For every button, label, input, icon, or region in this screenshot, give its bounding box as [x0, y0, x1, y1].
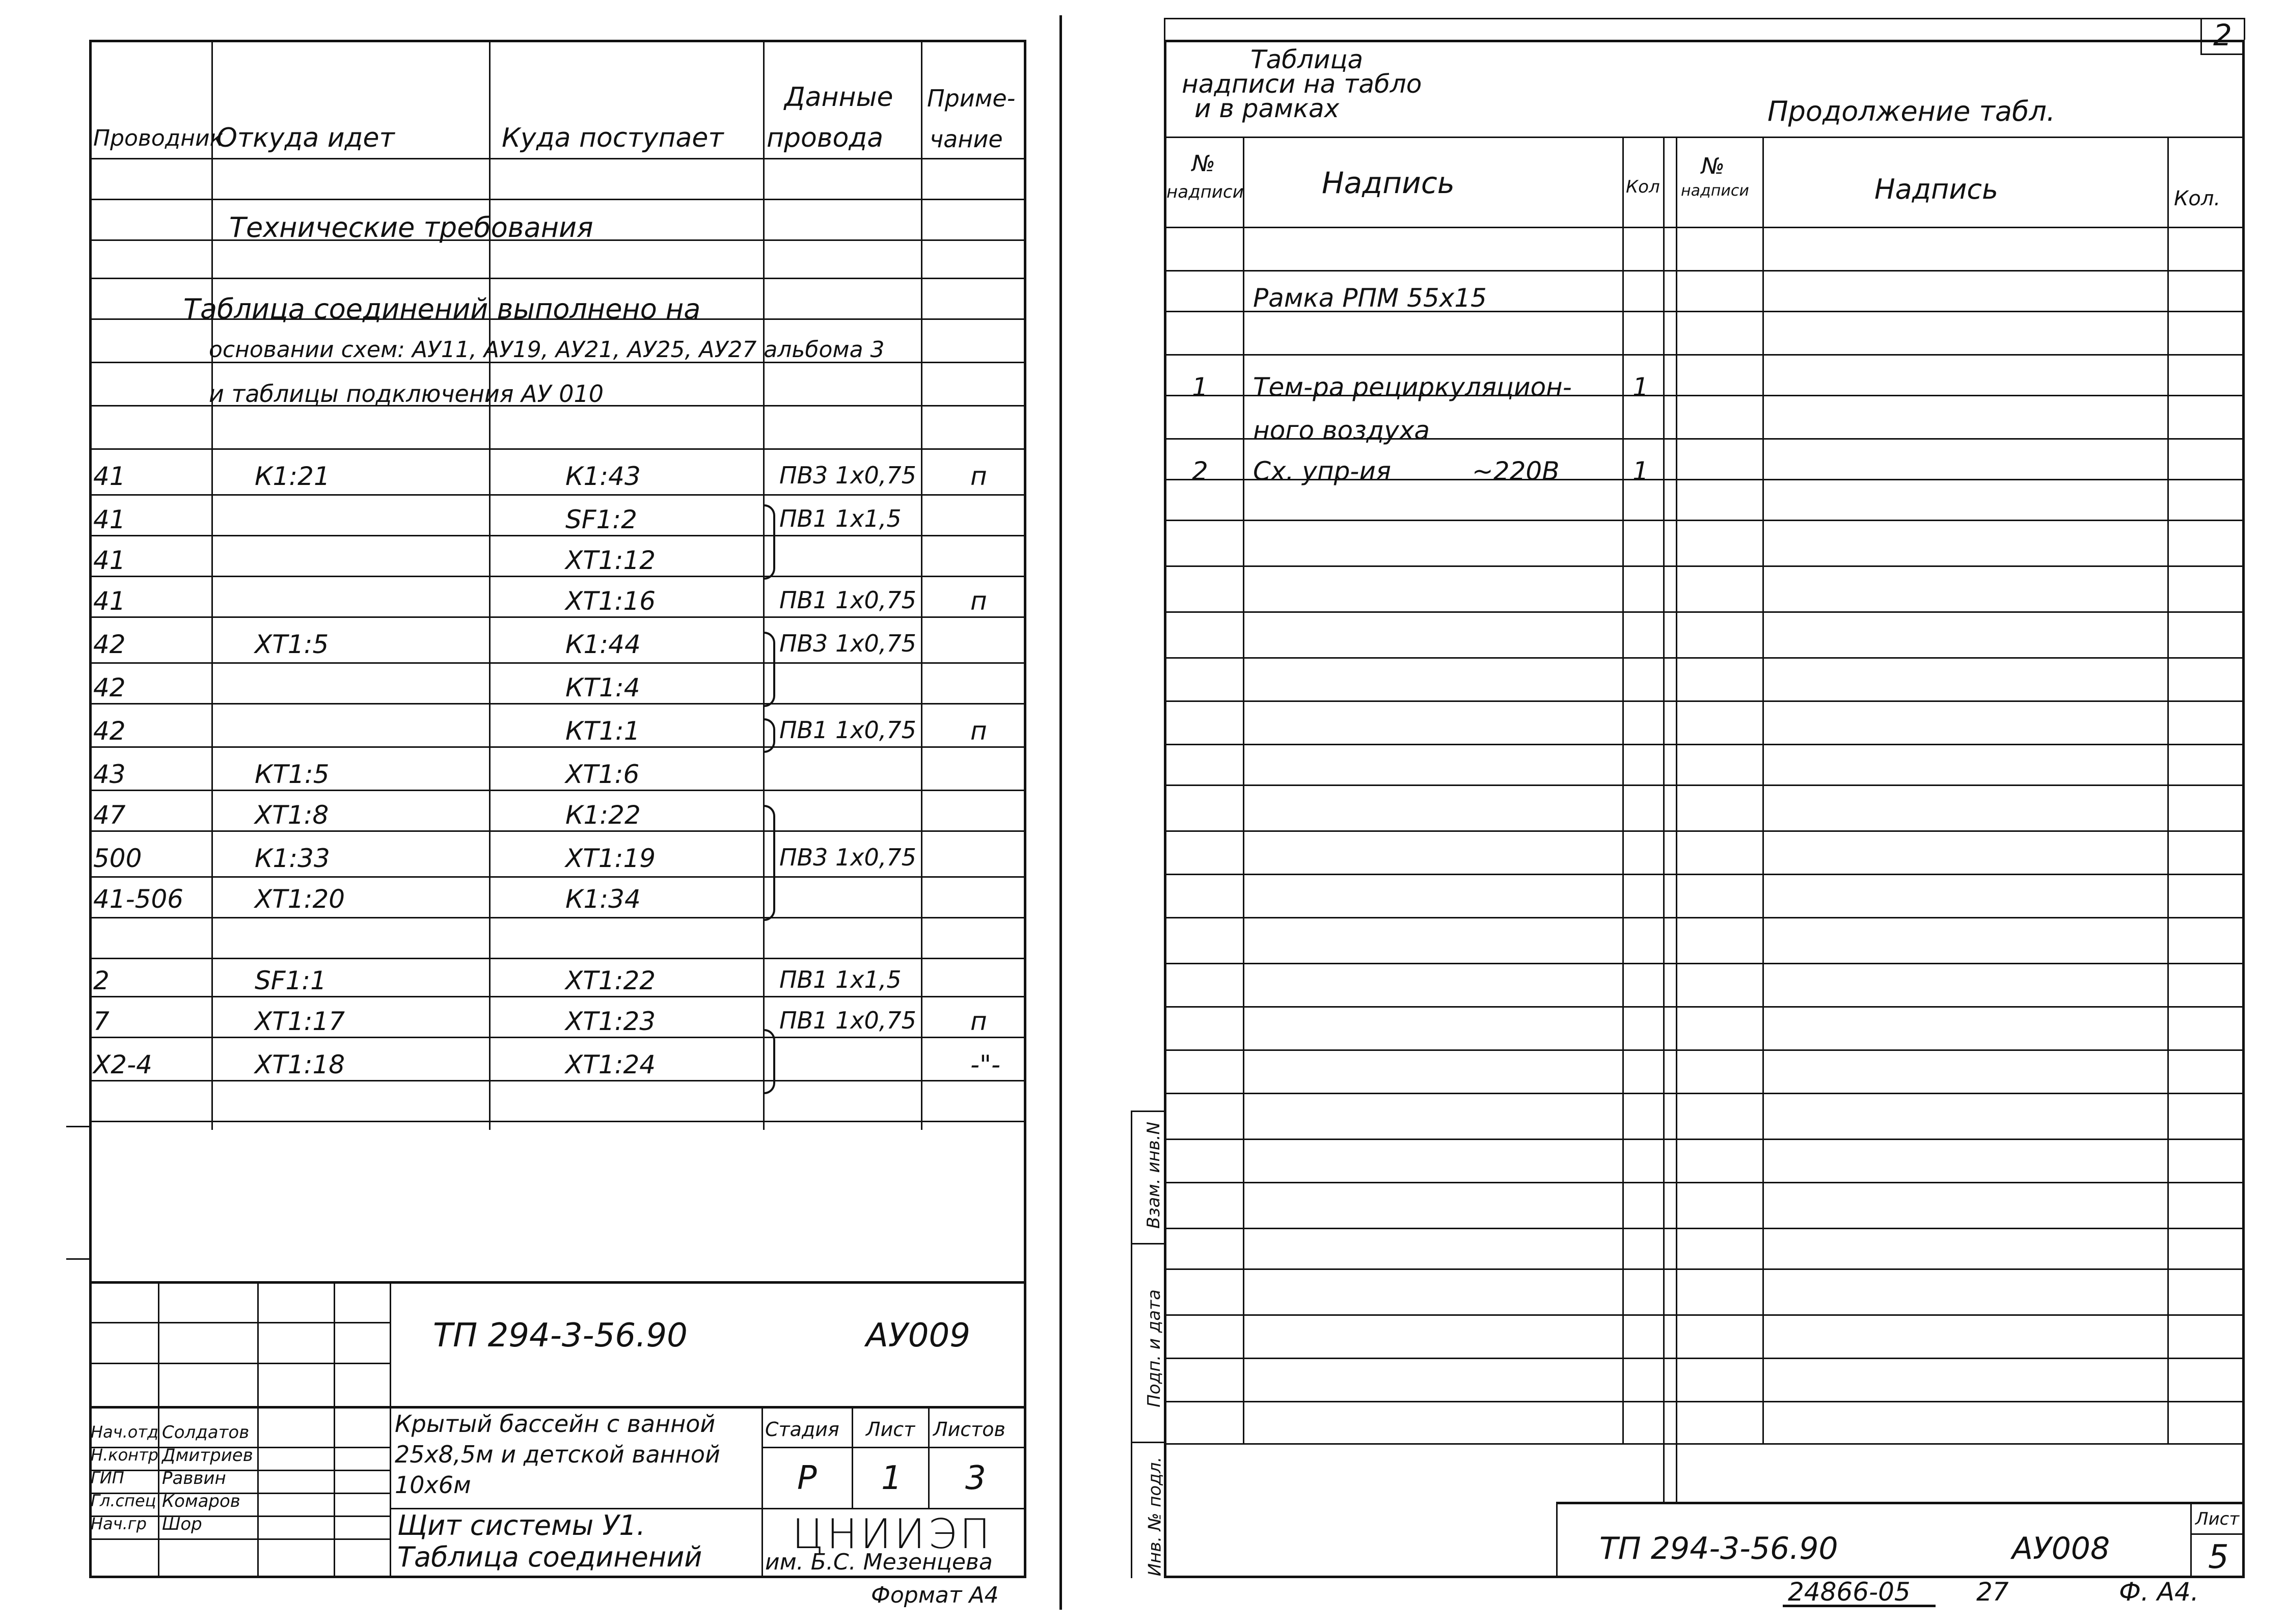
cell-to: К1:44 [565, 630, 641, 659]
stamp-title-2: Таблица соединений [397, 1541, 702, 1573]
side-label-3: Инв. № подл. [1145, 1456, 1165, 1577]
cell-from: К1:21 [255, 462, 330, 491]
stamp-name: Комаров [162, 1491, 240, 1511]
right-hdr-qty-2: Кол. [2174, 187, 2221, 210]
stamp-sheets: 3 [965, 1459, 986, 1497]
note-line-3: и таблицы подключения АУ 010 [209, 380, 604, 408]
cell-note: п [970, 1007, 987, 1036]
right-hdr-num: № [1192, 151, 1215, 177]
cell-wire: Х2-4 [93, 1050, 152, 1079]
left-stamp-code: ТП 294-3-56.90 [433, 1317, 688, 1355]
note-line-2: основании схем: АУ11, АУ19, АУ21, АУ25, АУ27 альбома 3 [209, 337, 885, 363]
header-from: Откуда идет [216, 123, 395, 153]
cell-from: XT1:18 [255, 1050, 345, 1079]
cell-inscription: Тем-ра рециркуляцион- [1253, 372, 1572, 402]
row-line [1164, 354, 2245, 356]
right-hdr-num-sub: надписи [1166, 182, 1244, 202]
row-line [1164, 1139, 2245, 1140]
page-divider [1059, 15, 1062, 1610]
stamp-name: Солдатов [162, 1422, 250, 1443]
cell-data: ПВ1 1х0,75 [779, 586, 916, 614]
cell-wire: 41 [93, 586, 126, 616]
cell-to: XT1:16 [565, 586, 656, 616]
cell-wire: 47 [93, 800, 126, 830]
row-line [1164, 700, 2245, 702]
cell-inscription: ного воздуха [1253, 416, 1430, 445]
right-stamp-doc: АУ008 [2012, 1531, 2110, 1566]
row-line [89, 746, 1026, 748]
stamp-role: Гл.спец [91, 1491, 156, 1510]
left-stamp-doc: АУ009 [866, 1317, 970, 1355]
brace-2 [764, 632, 775, 707]
row-line [1164, 917, 2245, 918]
stamp-sheets-label: Листов [933, 1418, 1005, 1441]
row-line [1164, 611, 2245, 613]
stamp-role: ГИП [91, 1468, 124, 1487]
cell-from: XT1:17 [255, 1007, 345, 1036]
row-line [89, 1037, 1026, 1038]
row-line [1164, 520, 2245, 521]
row-line [1164, 1443, 2245, 1445]
row-line [89, 1080, 1026, 1081]
stamp-name: Дмитриев [162, 1445, 253, 1466]
cell-wire: 41-506 [93, 884, 184, 914]
note-tech-req: Технические требования [229, 211, 593, 243]
stamp-sheet-label: Лист [866, 1418, 915, 1441]
cell-from: XT1:8 [255, 800, 329, 830]
row-line [89, 790, 1026, 791]
stamp-role: Н.контр [91, 1445, 159, 1465]
right-hdr-qty: Кол [1626, 177, 1660, 197]
cell-from: SF1:1 [255, 966, 326, 995]
row-line [1164, 1182, 2245, 1183]
cell-note: п [970, 462, 987, 491]
cell-data: ПВ1 1х0,75 [779, 1007, 916, 1034]
row-line [1164, 963, 2245, 964]
row-line [89, 703, 1026, 705]
cell-to: КТ1:1 [565, 716, 640, 746]
brace-4 [764, 805, 775, 921]
cell-wire: 42 [93, 630, 126, 659]
row-line [89, 535, 1026, 536]
stamp-object-2: 25х8,5м и детской ванной [395, 1441, 720, 1468]
stamp-sheet: 1 [881, 1459, 902, 1497]
row-line [89, 1121, 1026, 1122]
row-line [1164, 1268, 2245, 1270]
row-line [89, 876, 1026, 878]
cell-wire: 43 [93, 760, 126, 789]
row-line [1164, 830, 2245, 832]
stamp-role: Нач.гр [91, 1514, 147, 1533]
cell-wire: 41 [93, 462, 126, 491]
row-line [1164, 1049, 2245, 1051]
row-line [89, 958, 1026, 959]
right-stamp-sheet-label: Лист [2195, 1509, 2240, 1529]
cell-wire: 42 [93, 673, 126, 702]
cell-to: XT1:6 [565, 760, 640, 789]
row-line [89, 199, 1026, 200]
footer-archive: 24866-05 [1788, 1577, 1911, 1607]
stamp-org: ЦНИИЭП [792, 1510, 994, 1558]
row-line [1164, 784, 2245, 786]
row-line [1164, 1401, 2245, 1402]
row-line [1164, 1006, 2245, 1008]
stamp-stage-label: Стадия [765, 1418, 839, 1441]
cell-inscription: Рамка РПМ 55х15 [1253, 283, 1487, 313]
cell-to: SF1:2 [565, 505, 637, 534]
right-stamp-code: ТП 294-3-56.90 [1599, 1531, 1838, 1566]
cell-num: 2 [1192, 456, 1208, 486]
cell-to: XT1:19 [565, 844, 656, 873]
header-data-a: Данные [784, 82, 893, 113]
cell-wire: 2 [93, 966, 110, 995]
header-note-a: Приме- [927, 85, 1016, 112]
row-line [1164, 657, 2245, 659]
cell-to: К1:22 [565, 800, 641, 830]
row-line [89, 576, 1026, 577]
row-line [89, 494, 1026, 496]
row-line [1164, 1314, 2245, 1316]
right-hdr-num-2: № [1701, 153, 1725, 179]
row-line [1164, 744, 2245, 745]
row-line [1164, 874, 2245, 875]
cell-num: 1 [1192, 372, 1208, 402]
row-line [89, 996, 1026, 997]
cell-data: ПВ3 1х0,75 [779, 630, 916, 657]
side-label-2: Подп. и дата [1144, 1289, 1164, 1408]
row-line [1164, 565, 2245, 567]
cell-to: КТ1:4 [565, 673, 640, 702]
brace-1 [764, 504, 775, 580]
right-title-1: Таблица [1250, 45, 1364, 74]
row-line [1164, 1228, 2245, 1229]
row-line [89, 616, 1026, 618]
row-line [89, 830, 1026, 832]
cell-to: К1:34 [565, 884, 641, 914]
right-title-2: надписи на табло [1182, 69, 1422, 99]
cell-to: К1:43 [565, 462, 641, 491]
cell-from: XT1:5 [255, 630, 329, 659]
cell-wire: 41 [93, 546, 126, 575]
header-data-b: провода [767, 123, 884, 153]
cell-to: XT1:12 [565, 546, 656, 575]
cell-note: п [970, 586, 987, 616]
stamp-format: Формат А4 [871, 1582, 999, 1608]
cell-from: К1:33 [255, 844, 330, 873]
right-hdr-text: Надпись [1322, 166, 1455, 200]
row-line [89, 662, 1026, 664]
cell-wire: 42 [93, 716, 126, 746]
cell-data: ПВ1 1х1,5 [779, 966, 902, 993]
stamp-role: Нач.отд [91, 1422, 159, 1442]
cell-to: XT1:23 [565, 1007, 656, 1036]
header-to: Куда поступает [502, 123, 724, 153]
cell-wire: 41 [93, 505, 126, 534]
stamp-name: Раввин [162, 1468, 226, 1488]
cell-qty: 1 [1632, 372, 1649, 402]
cell-qty: 1 [1632, 456, 1649, 486]
stamp-object-3: 10х6м [395, 1471, 471, 1499]
cell-data: ПВ3 1х0,75 [779, 462, 916, 489]
stamp-stage: Р [797, 1459, 817, 1497]
footer-format: Ф. А4. [2119, 1577, 2199, 1607]
row-line [89, 448, 1026, 450]
cell-note: п [970, 716, 987, 746]
row-line [89, 917, 1026, 918]
cell-to: XT1:22 [565, 966, 656, 995]
cell-wire: 7 [93, 1007, 110, 1036]
right-continuation: Продолжение табл. [1767, 95, 2055, 127]
right-hdr-text-2: Надпись [1874, 173, 1998, 205]
header-note-b: чание [930, 125, 1003, 153]
note-line-1: Таблица соединений выполнено на [183, 293, 701, 325]
row-line [1164, 1093, 2245, 1094]
brace-5 [764, 1029, 775, 1094]
row-line [1164, 270, 2245, 272]
right-page-number: 2 [2213, 18, 2232, 52]
right-title-3: и в рамках [1194, 94, 1340, 123]
stamp-object-1: Крытый бассейн с ванной [395, 1410, 716, 1438]
header-wire: Проводник [93, 125, 224, 151]
cell-from: КТ1:5 [255, 760, 330, 789]
right-hdr-num-sub-2: надписи [1681, 182, 1749, 200]
stamp-title-1: Щит системы У1. [397, 1509, 645, 1541]
cell-note: -"- [970, 1050, 1001, 1079]
cell-inscription: Сх. упр-ия ~220В [1253, 456, 1560, 486]
cell-data: ПВ1 1х0,75 [779, 716, 916, 744]
stamp-name: Шор [162, 1514, 202, 1534]
side-label-1: Взам. инв.N [1144, 1121, 1164, 1229]
stamp-org-sub: им. Б.С. Мезенцева [765, 1549, 993, 1575]
cell-to: XT1:24 [565, 1050, 656, 1079]
cell-data: ПВ1 1х1,5 [779, 505, 902, 532]
cell-from: XT1:20 [255, 884, 345, 914]
right-stamp-sheet: 5 [2208, 1538, 2229, 1576]
row-line [89, 278, 1026, 279]
footer-number: 27 [1976, 1577, 2009, 1607]
row-line [1164, 1358, 2245, 1359]
cell-data: ПВ3 1х0,75 [779, 844, 916, 871]
cell-wire: 500 [93, 844, 142, 873]
